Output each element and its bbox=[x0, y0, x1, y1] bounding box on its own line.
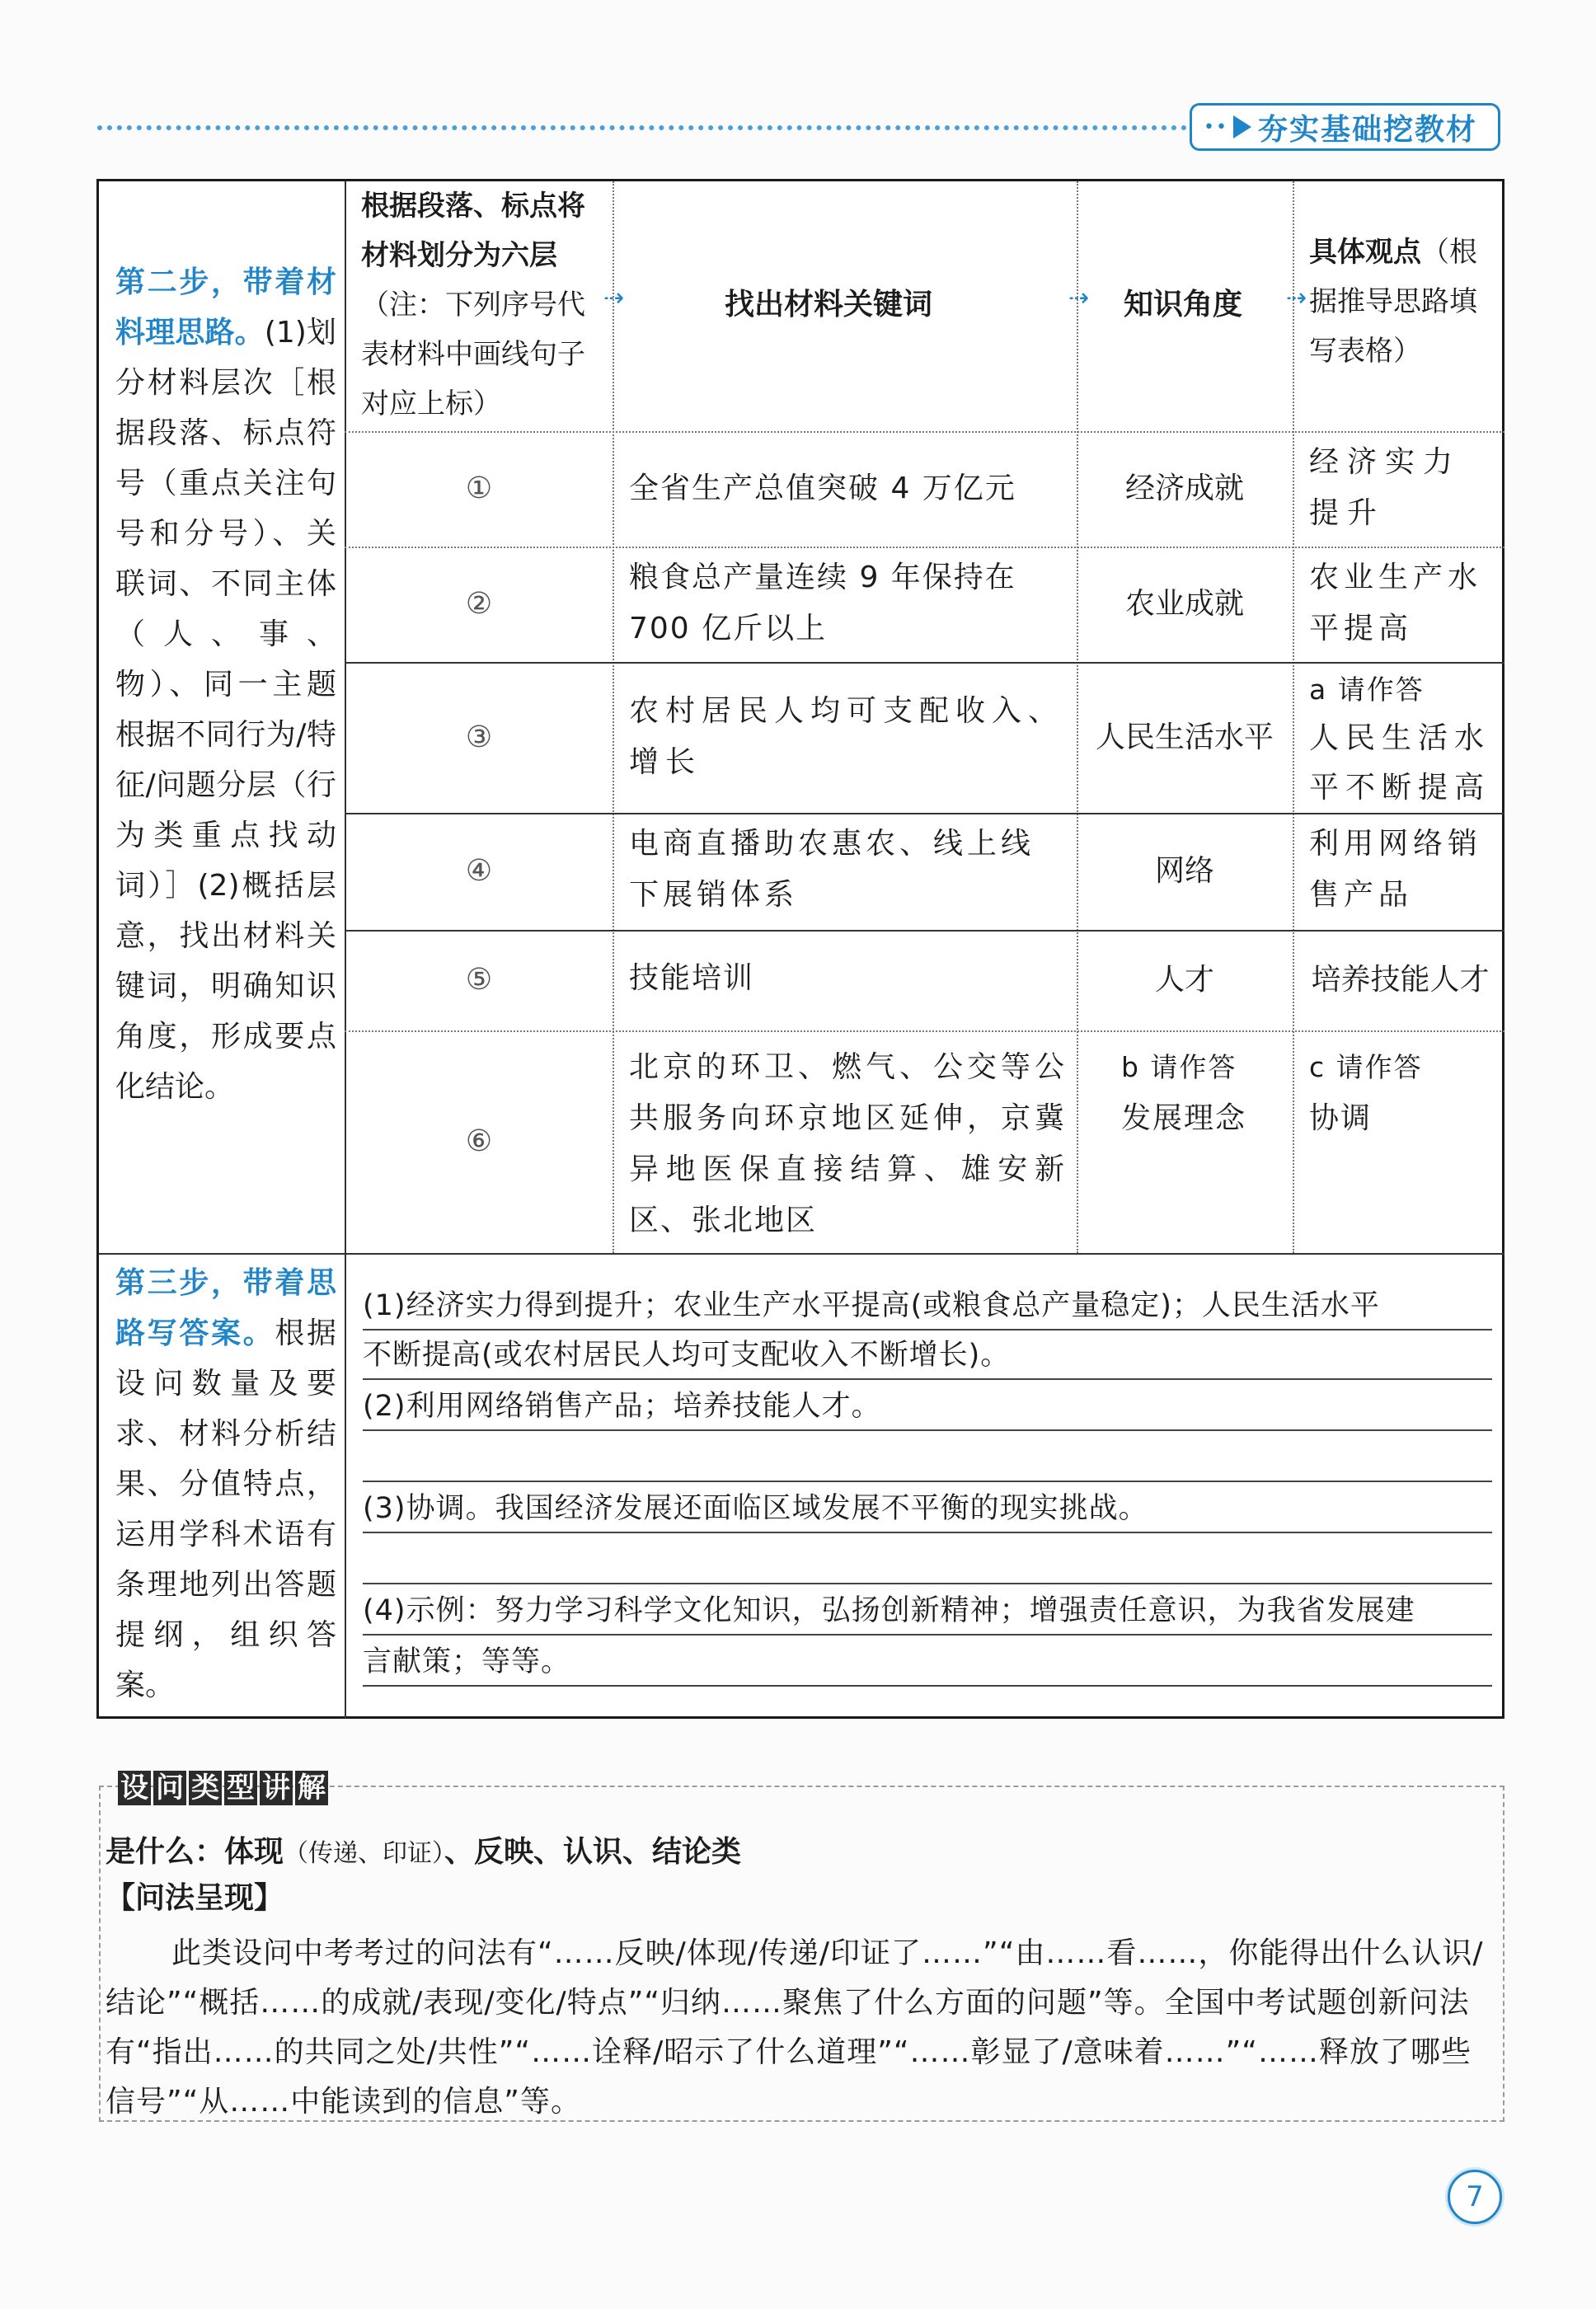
row-number: ⑤ bbox=[465, 963, 493, 997]
row-keyword: 北京的环卫、燃气、公交等公共服务向环京地区延伸，京冀异地医保直接结算、雄安新区、张北地区 bbox=[629, 1050, 1066, 1237]
col1-header bbox=[361, 181, 600, 429]
row-answer-label: a 请作答 bbox=[1309, 673, 1425, 706]
table-divider bbox=[1293, 181, 1294, 1253]
col1-header-note: （注：下列序号代表材料中画线句子对应上标） bbox=[361, 289, 585, 420]
step2-title: 第二步，带着材料理思路。 bbox=[115, 265, 336, 350]
section-tag-label: 夯实基础挖教材 bbox=[1257, 112, 1477, 147]
row-answer-label: b 请作答 bbox=[1121, 1051, 1237, 1083]
answer-rule bbox=[363, 1532, 1492, 1533]
row-keyword: 粮食总产量连续 9 年保持在 700 亿斤以上 bbox=[629, 561, 1016, 645]
step3-cell bbox=[115, 1258, 336, 1711]
col2-header: 找出材料关键词 bbox=[724, 288, 932, 321]
row-view: 培养技能人才 bbox=[1311, 963, 1490, 997]
row-angle: 人才 bbox=[1154, 963, 1214, 997]
row-number: ⑥ bbox=[465, 1124, 493, 1158]
row-view: 利用网络销售产品 bbox=[1309, 827, 1483, 912]
title-char: 问 bbox=[153, 1771, 186, 1805]
col4-header-note: （根据推导思路填写表格） bbox=[1309, 236, 1477, 368]
answer-rule bbox=[363, 1378, 1492, 1380]
header-dotted-rule bbox=[97, 125, 1187, 130]
row-keyword: 电商直播助农惠农、线上线下展销体系 bbox=[629, 827, 1035, 912]
answer-rule bbox=[363, 1583, 1492, 1584]
col4-header bbox=[1309, 228, 1495, 376]
step2-cell bbox=[115, 257, 336, 1112]
answer-rule bbox=[363, 1429, 1492, 1431]
row-view: 农业生产水平提高 bbox=[1309, 561, 1483, 645]
question-type-heading: 是什么：体现（传递、印证）、反映、认识、结论类 bbox=[106, 1835, 742, 1869]
play-arrow-icon bbox=[1233, 115, 1251, 138]
answer-rule bbox=[363, 1685, 1492, 1687]
row-keyword: 技能培训 bbox=[629, 961, 755, 995]
step3-title: 第三步，带着思路写答案。 bbox=[115, 1266, 336, 1350]
col3-header: 知识角度 bbox=[1123, 288, 1242, 321]
tag-dots: •• bbox=[1204, 116, 1228, 138]
row-keyword: 农村居民人均可支配收入、增长 bbox=[629, 694, 1065, 779]
row-view: 协调 bbox=[1309, 1101, 1373, 1135]
section-tag bbox=[1190, 103, 1500, 151]
page-number: 7 bbox=[1448, 2170, 1502, 2224]
row-view: 经济实力提升 bbox=[1309, 445, 1462, 530]
row-angle: 网络 bbox=[1154, 854, 1214, 888]
step2-body: (1)划分材料层次［根据段落、标点符号（重点关注句号和分号）、关联词、不同主体（人、事、物）、同一主题根据不同行为/特征/问题分层（行为类重点找动词）］(2)概括层意，找出材料关键词，明确知识角度，形成要点化结论。 bbox=[115, 316, 336, 1104]
title-char: 类 bbox=[189, 1771, 222, 1805]
title-char: 解 bbox=[295, 1771, 328, 1805]
answer-rule bbox=[363, 1634, 1492, 1636]
table-divider bbox=[99, 1253, 1504, 1255]
answer-rule bbox=[363, 1481, 1492, 1482]
row-view: 人民生活水平不断提高 bbox=[1309, 721, 1491, 805]
arrow-right-icon: ⇢ bbox=[603, 284, 625, 312]
arrow-right-icon: ⇢ bbox=[1068, 284, 1090, 312]
answer-2: (2)利用网络销售产品；培养技能人才。 bbox=[363, 1390, 881, 1423]
row-number: ③ bbox=[465, 720, 493, 754]
row-keyword: 全省生产总值突破 4 万亿元 bbox=[629, 472, 1016, 505]
col1-header-title: 根据段落、标点将材料划分为六层 bbox=[361, 190, 585, 272]
answer-1-line-1: (1)经济实力得到提升；农业生产水平提高(或粮食总产量稳定)；人民生活水平 bbox=[363, 1289, 1380, 1322]
table-divider bbox=[613, 181, 614, 1253]
arrow-right-icon: ⇢ bbox=[1286, 284, 1307, 312]
answer-4-line-1: (4)示例：努力学习科学文化知识，弘扬创新精神；增强责任意识，为我省发展建 bbox=[363, 1594, 1415, 1627]
question-paragraph: 此类设问中考考过的问法有“……反映/体现/传递/印证了……”“由……看……，你能得出什么认识/结论”“概括……的成就/表现/变化/特点”“归纳……聚焦了什么方面的问题”等。全国中考试题创新问法有“指出……的共同之处/共性”“……诠释/昭示了什么道理”“……彰显了/意味着……”“……释放了哪些信号”“从……中能读到的信息”等。 bbox=[106, 1936, 1484, 2119]
row-angle: 人民生活水平 bbox=[1095, 720, 1274, 754]
row-number: ② bbox=[465, 587, 493, 621]
col4-header-title: 具体观点 bbox=[1309, 236, 1421, 269]
question-type-title bbox=[118, 1771, 331, 1807]
question-subheading: 【问法呈现】 bbox=[106, 1881, 284, 1915]
row-angle: 发展理念 bbox=[1121, 1101, 1247, 1135]
step3-body: 根据设问数量及要求、材料分析结果、分值特点，运用学科术语有条理地列出答题提纲，组织答案。 bbox=[115, 1316, 336, 1702]
answer-1-line-2: 不断提高(或农村居民人均可支配收入不断增长)。 bbox=[363, 1339, 1011, 1372]
title-char: 讲 bbox=[260, 1771, 293, 1805]
title-char: 型 bbox=[224, 1771, 257, 1805]
row-number: ① bbox=[465, 472, 493, 505]
title-char: 设 bbox=[118, 1771, 151, 1805]
row-answer-label: c 请作答 bbox=[1309, 1051, 1423, 1083]
answer-3: (3)协调。我国经济发展还面临区域发展不平衡的现实挑战。 bbox=[363, 1492, 1148, 1525]
row-number: ④ bbox=[465, 854, 493, 888]
row-angle: 农业成就 bbox=[1124, 587, 1244, 621]
answer-4-line-2: 言献策；等等。 bbox=[363, 1645, 571, 1678]
row-angle: 经济成就 bbox=[1124, 472, 1244, 505]
